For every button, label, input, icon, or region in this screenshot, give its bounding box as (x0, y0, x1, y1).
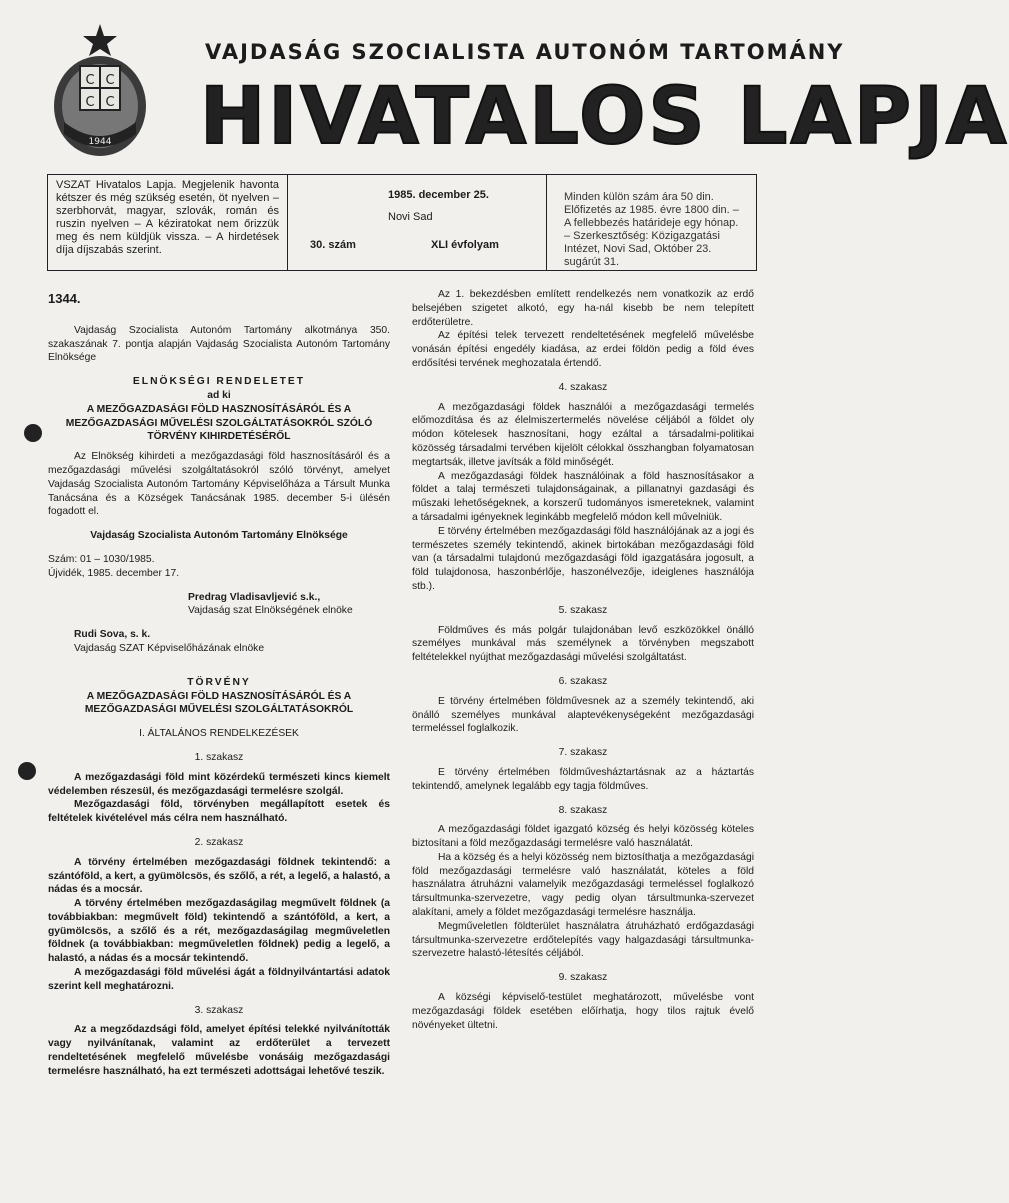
svg-text:С: С (85, 73, 95, 88)
section-1-paragraph: A mezőgazdasági föld mint közérdekű természeti kincs kiemelt védelemben részesül, és mezőgazdasági termelésre szolgál. (48, 771, 390, 797)
masthead-title: HIVATALOS LAPJA (200, 72, 1009, 162)
section-5-paragraph: Földműves és más polgár tulajdonában levő eszközökkel önálló személyes munkával más személynek a törvényben megszabott feltételekkel nyújthat mezőgazdasági művelési szolgáltatást. (412, 624, 754, 664)
section-3-paragraph: Az a megződazdsági föld, amelyet építési telekké nyilvánították vagy nyilvánítanak, valamint az erdőterület a tervezett rendeltetésének megfelelő művelésbe vonásáig mezőgazdasági termelésre használható, ha ezt természeti adottságai lehetővé teszik. (48, 1024, 390, 1077)
section-2-paragraph: A mezőgazdasági föld művelési ágát a földnyilvántartási adatok szerint kell meghatározni. (48, 967, 390, 992)
issue-number: 30. szám (310, 239, 356, 251)
section-8-paragraph: A mezőgazdasági földet igazgató község és helyi közösség köteles biztosítani a föld mezőgazdasági termelésre való használatát. (412, 824, 754, 850)
section-6-title: 6. szakasz (558, 675, 608, 687)
right-column (412, 288, 754, 1032)
decree-heading: A MEZŐGAZDASÁGI FÖLD HASZNOSÍTÁSÁRÓL ÉS A MEZŐGAZDASÁGI MŰVELÉSI SZOLGÁLTATÁSOKRÓL SZÓLÓ TÖRVÉNY KIHIRDETÉSÉRŐL (65, 403, 373, 443)
section-9-paragraph: A községi képviselő-testület meghatározott, művelésbe vont mezőgazdasági földek esetében előírhatja, hogy tilos rajtuk évelő növényeket ültetni. (412, 992, 754, 1031)
section-4-paragraph: E törvény értelmében mezőgazdasági föld használójának az a jogi és természetes személy tekintendő, akinek birtokában mezőgazdasági föld van (a társadalmi tulajdonú mezőgazdasági föld igazgatására jogosult, a föld tulajdonosa, haszonbérlője, haszonélvezője, ideiglenes használója stb.). (412, 525, 754, 592)
section-4-title: 4. szakasz (558, 381, 608, 393)
section-3-paragraph: Az 1. bekezdésben említett rendelkezés nem vonatkozik az erdő belsejében szigetet alkotó, egy ha-nál kisebb be nem telepített erdőterületre. (412, 289, 754, 328)
decree-body: Az Elnökség kihirdeti a mezőgazdasági föld hasznosításáról és a mezőgazdasági művelési szolgáltatásokról szóló törvényt, amelyet Vajdaság Szocialista Autonóm Tartomány Képviselőháza a Társult Munka Tanácsána és a Községek Tanácsának 1985. december 5-i ülésén fogadott el. (48, 451, 390, 518)
info-price-note: Minden külön szám ára 50 din. Előfizetés az 1985. évre 1800 din. – A fellebbezés határideje egy hónap. – Szerkesztőség: Közigazgatási Intézet, Novi Sad, Október 23. sugárút 31. (564, 191, 739, 268)
signature-1-name: Predrag Vladisavljević s.k., (188, 591, 321, 603)
section-4-paragraph: A mezőgazdasági földek használóinak a föld hasznosításakor a földet a talaj természeti tulajdonságainak, a pillanatnyi gazdasági és műszaki lehetőségeknek, a korszerű tudományos ismereteknek, valamint a társadalmi igényeknek leginkább megfelelő módon kell művelniük. (412, 470, 754, 523)
coat-of-arms-emblem (50, 22, 150, 160)
info-box (47, 174, 757, 271)
issue-city: Novi Sad (388, 211, 433, 223)
decree-number: Szám: 01 – 1030/1985. (48, 553, 155, 565)
section-1-paragraph: Mezőgazdasági föld, törvényben megállapított esetek és feltételek kivételével más célra nem használható. (48, 799, 390, 825)
punch-hole (24, 424, 42, 442)
signature-1-title: Vajdaság szat Elnökségének elnöke (188, 605, 353, 617)
left-column (48, 288, 390, 1079)
svg-text:С: С (105, 95, 115, 110)
signature-2-title: Vajdaság SZAT Képviselőházának elnöke (74, 642, 265, 654)
section-8-paragraph: Megműveletlen földterület használatra átruházható erdőgazdasági társultmunka-szervezetre erdőtelepítés vagy halgazdasági társultmunka-szervezetre halastó-létesítés céljából. (412, 920, 754, 960)
info-issue-details (288, 175, 547, 270)
section-9-title: 9. szakasz (558, 972, 608, 984)
issue-volume: XLI évfolyam (431, 239, 499, 251)
section-5-title: 5. szakasz (558, 604, 608, 616)
decree-place-date: Újvidék, 1985. december 17. (48, 567, 180, 579)
masthead-subtitle: VAJDASÁG SZOCIALISTA AUTONÓM TARTOMÁNY (205, 40, 845, 64)
decree-subtitle: ad ki (207, 389, 231, 401)
chapter-heading: I. ÁLTALÁNOS RENDELKEZÉSEK (139, 728, 299, 740)
section-6-paragraph: E törvény értelmében földművesnek az a személy tekintendő, aki önálló személyes munkával alaptevékenységeként mezőgazdasági termeléssel foglalkozik. (412, 695, 754, 735)
punch-hole (18, 762, 36, 780)
decree-title: ELNÖKSÉGI RENDELETET (132, 376, 306, 388)
section-2-title: 2. szakasz (194, 836, 244, 848)
section-7-paragraph: E törvény értelmében földművesháztartásnak az a háztartás tekintendő, amelynek legalább egy tagja földműves. (412, 766, 754, 792)
issue-date: 1985. december 25. (388, 189, 489, 201)
section-1-title: 1. szakasz (194, 751, 244, 763)
section-3-title: 3. szakasz (194, 1004, 244, 1016)
law-heading: A MEZŐGAZDASÁGI FÖLD HASZNOSÍTÁSÁRÓL ÉS A MEZŐGAZDASÁGI MŰVELÉSI SZOLGÁLTATÁSOKRÓL (84, 690, 354, 716)
section-3-paragraph: Az építési telek tervezett rendeltetésének megfelelő művelésbe vonásán építési engedély kiadása, az erdei földön pedig a föld éves erdősítési tervének meghozatala értendő. (412, 330, 754, 369)
intro-paragraph: Vajdaság Szocialista Autonóm Tartomány alkotmánya 350. szakaszának 7. pontja alapján Vajdaság Szocialista Autonóm Tartomány Elnöksége (48, 324, 390, 364)
document-number: 1344. (48, 291, 81, 306)
section-2-paragraph: A törvény értelmében mezőgazdaságilag megművelt földnek (a továbbiakban: megművelt föld) tekintendő a szántóföld, a kert, a gyümölcsös, a szőlő és a rét, mezőgazdaságilag megműveletlen földnek (a továbbiakban: megműveletlen földnek) pedig a legelő, a halastó, a nádas és a mocsár tekintendő. (48, 898, 390, 965)
info-publication-note: VSZAT Hivatalos Lapja. Megjelenik havonta kétszer és még szükség esetén, öt nyelven – szerbhorvát, magyar, szlovák, román és ruszin nyelven – A kéziratokat nem őrizzük meg és nem küldjük vissza. – A hirdetések díja díjszabás szerint. (48, 175, 288, 270)
svg-text:С: С (105, 73, 115, 88)
decree-issuer: Vajdaság Szocialista Autonóm Tartomány Elnöksége (90, 530, 348, 542)
law-title: TÖRVÉNY (187, 676, 251, 688)
section-2-paragraph: A törvény értelmében mezőgazdasági földnek tekintendő: a szántóföld, a kert, a gyümölcsös, és szőlő, a rét, a legelő, a halastó, a nádas és a mocsár. (48, 856, 390, 896)
svg-text:С: С (85, 95, 95, 110)
signature-2-name: Rudi Sova, s. k. (74, 629, 151, 641)
section-4-paragraph: A mezőgazdasági földek használói a mezőgazdasági termelés előmozdítása és az élelmiszertermelés növelése céljából a földet oly módon kötelesek hasznosítani, hogy ezáltal a társadalmi-politikai közösség társadalmi tervében kijelölt célokkal összhangban folyamatosan megtartsák, illetve javítsák a föld minőségét. (412, 401, 754, 468)
section-8-paragraph: Ha a község és a helyi közösség nem biztosíthatja a mezőgazdasági föld mezőgazdasági termelésre való használatát, köteles a föld használatra átruházni valamelyik mezőgazdasági termeléssel foglalkozó társultmunka-szervezetre, vagy pedig olyan társultmunka-szervezet alakítani, amely a földet mezőgazdasági termelésre használja. (412, 851, 754, 919)
emblem-year: 1944 (88, 137, 112, 147)
section-7-title: 7. szakasz (558, 747, 608, 759)
section-8-title: 8. szakasz (558, 804, 608, 816)
